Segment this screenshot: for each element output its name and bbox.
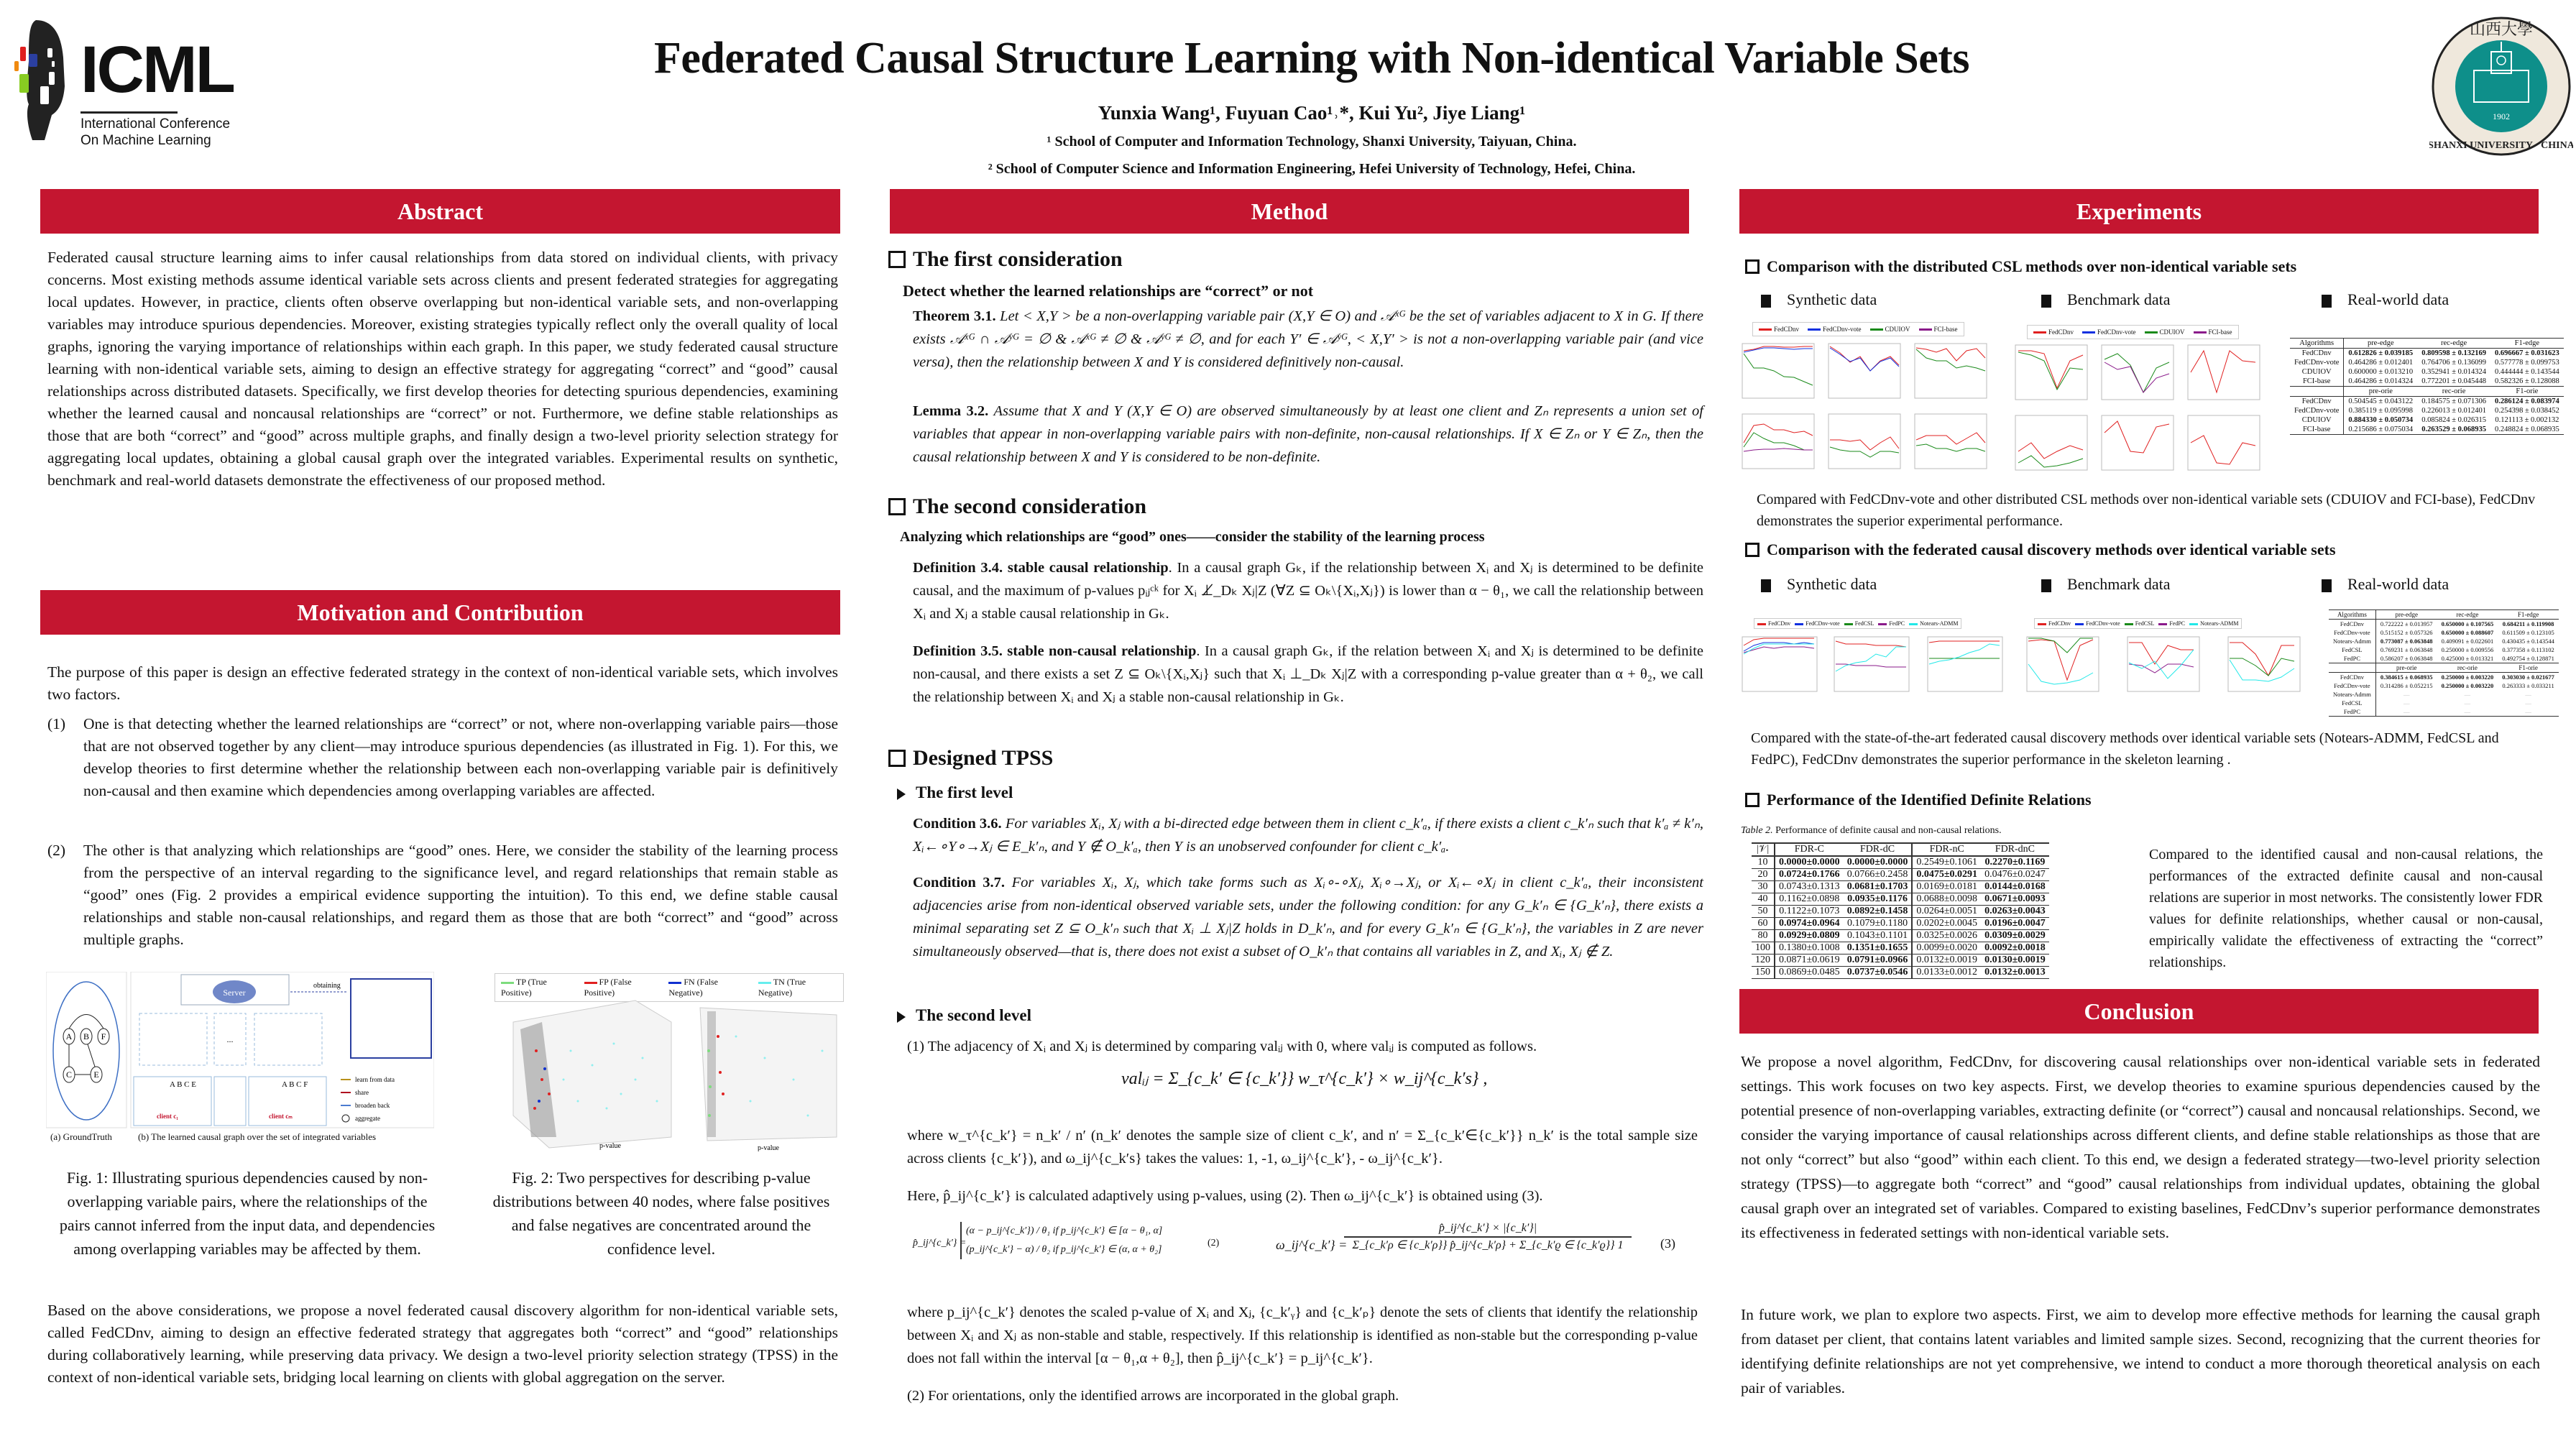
section-3-text: Compared to the identified causal and non-causal relations, the performances of the extracted definite causal and non-causal relations are superior in most networks. The consistently lower FDR values for definite relationships, whether causal or non-causal, empirically validate the effectiveness of extracting the “correct” relationships. (2149, 847, 2543, 970)
shanxi-university-logo (2429, 14, 2573, 158)
table-row: 30 0.0743±0.1313 0.0681±0.1703 0.0169±0.0181 0.0144±0.0168 (1752, 881, 2049, 893)
chart-legend: FedCDnv FedCDnv-vote FedCSL FedPC Notears-ADMM (2034, 618, 2242, 629)
svg-text:山西大學: 山西大學 (2469, 21, 2534, 39)
data-type-benchmark-2: Benchmark data (2041, 575, 2171, 594)
equation-3-number: (3) (1660, 1236, 1675, 1251)
affiliation-2: ² School of Computer Science and Information Engineering, Hefei University of Technology, Hefei, China. (988, 161, 1636, 177)
designed-tpss-title: Designed TPSS (888, 746, 1053, 770)
section-2-title: Comparison with the federated causal discovery methods over identical variable sets (1745, 540, 2336, 559)
adaptive-p-value-note: Here, p̂_ij^{c_k′} is calculated adaptively using p-values, using (2). Then ω_ij^{c_k′} is obtained using (3). (907, 1188, 1543, 1204)
svg-text:learn from data: learn from data (355, 1076, 395, 1083)
section-1-title: Comparison with the distributed CSL methods over non-identical variable sets (1745, 257, 2296, 276)
line-chart-grid (2012, 344, 2271, 480)
weight-definition: where w_τ^{c_k′} = n_k′ / n′ (n_k′ denotes the sample size of client c_k′, and n′ = Σ_{c_k′∈{c_k′}} n_k′ is the total sample size across clients {c_k′}), and ω_ij^{c_k′s} takes the values: 1, -1, ω_ij^{c_k′}, - ω_ij^{c_k′}. (907, 1128, 1698, 1167)
table-row: 10 0.0000±0.0000 0.0000±0.0000 0.2549±0.1061 0.2270±0.1169 (1752, 856, 2049, 869)
icml-acronym: ICML (80, 33, 234, 106)
fig1-caption: Fig. 1: Illustrating spurious dependencies caused by non-overlapping variable pairs, where the relationships of the pairs cannot inferred from the input data, and dependencies among overlapping variables may be affected by them. (59, 1169, 436, 1258)
legend-fn: FN (False Negative) (668, 977, 718, 998)
conclusion-heading: Conclusion (1739, 989, 2539, 1034)
logo-rule (80, 111, 178, 114)
checkbox-square-icon (888, 251, 906, 268)
icml-logo (7, 18, 234, 148)
abstract-text: Federated causal structure learning aims to infer causal relationships from data stored on individual clients, with privacy concerns. Most existing methods assume identical variable sets across clients and present federated strategies for aggregating local updates. However, in practice, clients often observe overlapping but non-identical variable sets, and non-overlapping variables may introduce spurious dependencies. Moreover, existing strategies typically reflect only the overall quality of local graphs, ignoring the varying importance of relationships within each graph. In this paper, we study federated causal structure learning with non-identical variable sets, aiming to design an effective strategy for aggregating “correct” and “good” causal relationships across distributed datasets. Specifically, we first develop theories for detecting spurious dependencies, examining whether the learned causal and noncausal relationships are “correct” or not. Furthermore, we define stable relationships as those that are both “correct” and “good” across multiple graphs, and finally design a two-level priority selection strategy for aggregating local updates, obtaining a global causal graph over the integrated variables. Experimental results on synthetic, benchmark and real-world datasets demonstrate the effectiveness of our proposed method. (47, 249, 838, 489)
svg-text:share: share (355, 1089, 369, 1096)
second-consideration-title: The second consideration (888, 494, 1146, 519)
definition-3-4: Definition 3.4. stable causal relationship. In a causal graph Gₖ, if the relationship between Xᵢ and Xⱼ is determined to be definite causal, and the maximum of p-values pᵢⱼᶜᵏ for Xᵢ ⊥̸_Dₖ Xⱼ|Z (∀Z ⊆ Oₖ\{Xᵢ,Xⱼ}) is lower than α − θ₁, we call the relationship between Xᵢ and Xⱼ a stable causal relationship in Gₖ. (913, 560, 1703, 622)
arrow-bullet-icon (897, 788, 906, 800)
data-type-synthetic-2: Synthetic data (1761, 575, 1877, 594)
conclusion-paragraph-2: In future work, we plan to explore two aspects. First, we aim to develop more effective methods for learning the causal graph from dataset per client, that contains latent variables and limited sample sizes. Second, recognizing that the current theories for identifying definite relationships are not yet comprehensive, we intend to conduct a more thorough theoretical analysis on each pair of variables. (1741, 1306, 2540, 1397)
data-type-synthetic: Synthetic data (1761, 290, 1877, 309)
icml-line1: International Conference (80, 116, 231, 132)
figure-1 (46, 972, 434, 1151)
section-2-caption: Compared with the state-of-the-art federated causal discovery methods over identical variable sets (Notears-ADMM, FedCSL and FedPC), FedCDnv demonstrates the superior performance in the skeleton learning . (1751, 730, 2499, 768)
lemma-3-2: Lemma 3.2. Assume that X and Y (X,Y ∈ O) are observed simultaneously by at least one client and Zₙ represents a union set of variables that appear in non-overlapping variable pairs with non-definite, non-causal relationships. If X ∈ Zₙ or Y ∈ Zₙ, then the causal relationship between X and Y is considered to be non-definite. (913, 403, 1703, 465)
condition-3-7: Condition 3.7. For variables Xᵢ, Xⱼ, which take forms such as Xᵢ∘-∘Xⱼ, Xᵢ∘→Xⱼ, or Xᵢ←∘Xⱼ in client c_k′ₐ, their inconsistent adjacencies arise from non-identical observed variable sets, under the following condition: for any G_k′ₙ ∈ {G_k′ₙ}, there exists a minimal separating set Z ⊆ O_k′ₙ such that Xᵢ ⊥ Xⱼ|Z holds in D_k′ₙ, and for every G_k′ₙ ∈ {G_k′ₙ}, the variables in Z are never simultaneously observed—that is, there does not exist a subset of O_k′ₙ that contains all variables in Z, and Xᵢ, Xⱼ ∉ Z. (913, 875, 1703, 960)
poster-title: Federated Causal Structure Learning with Non-identical Variable Sets (654, 34, 1969, 83)
table-2-caption: Table 2. Performance of definite causal and non-causal relations. (1741, 825, 2002, 836)
equations-2-3 (913, 1222, 1703, 1268)
figure-2 (492, 972, 844, 1151)
line-chart-row (2012, 635, 2314, 707)
chart-legend: FedCDnv FedCDnv-vote CDUIOV FCI-base (1752, 322, 1964, 336)
legend-fp: FP (False Positive) (584, 977, 632, 998)
motivation-heading: Motivation and Contribution (40, 590, 840, 635)
checkbox-square-icon (1745, 543, 1760, 557)
motivation-item-2 (47, 840, 838, 951)
item-text: The other is that analyzing which relationships are “good” ones. Here, we consider the stability of the learning process from the perspective of an interval regarding to the significance level, and regard relationships that remain stable as “good” ones (Fig. 2 provides a empirical evidence supporting the intuition). To this end, we define stable causal relationships and stable non-causal relationships, and regard them as those that are both “correct” and “good” across multiple graphs. (83, 842, 838, 948)
benchmark-charts-2 (2012, 618, 2314, 712)
second-consideration-subtitle: Analyzing which relationships are “good” ones——consider the stability of the learning process (900, 529, 1485, 545)
fig1-subcaption-b: (b) The learned causal graph over the set of integrated variables (138, 1131, 377, 1142)
results-table-2: Algorithms pre-edge rec-edge F1-edge FedCDnv 0.722222 ± 0.013957 0.650000 ± 0.107565 0.684211 ± 0.119908 FedCDnv-vote 0.515152 ± 0.057326 0.650000 ± 0.088607 0.611509 ± 0.123105 Notears-Admm 0.773087 ± 0.063848 0.409091 ± 0.022601 0.430435 ± 0.143544 FedCSL 0.769231 ± 0.063848 0.250000 ± 0.009556 0.377358 ± 0.113102 FedPC 0.586207 ± 0.063848 0.425000 ± 0.013321 0.492754 ± 0.128871 pre-orie rec-orie F1-orie FedCDnv 0.384615 ± 0.068935 0.250000 ± 0.003220 0.303030 ± 0.021677 FedCDnv-vote 0.314286 ± 0.052215 0.250000 ± 0.003220 0.263333 ± 0.033211 Notears-Admm — — — FedCSL — — — FedPC — — — (2329, 610, 2559, 717)
motivation-intro: The purpose of this paper is design an effective federated strategy in the context of non-identical variable sets, which involves two factors. (47, 663, 838, 703)
icml-head-icon (7, 18, 72, 144)
legend-tp: TP (True Positive) (501, 977, 547, 998)
square-bullet-icon (1761, 295, 1771, 308)
equation-2-cases: (α − p_ij^{c_k′}) / θ₁ if p_ij^{c_k′} ∈ [α − θ₁, α] (p_ij^{c_k′} − α) / θ₂ if p_ij^{c_k′} ∈ (α, α + θ₂] (960, 1222, 1162, 1259)
synthetic-charts-1 (1739, 322, 1998, 480)
table-row: 60 0.0974±0.0964 0.1079±0.1180 0.0202±0.0045 0.0196±0.0047 (1752, 918, 2049, 930)
second-level-step-1: (1) The adjacency of Xᵢ and Xⱼ is determined by comparing valᵢⱼ with 0, where valᵢⱼ is computed as follows. (907, 1039, 1537, 1054)
first-level-title: The first level (897, 783, 1013, 802)
item-number: (2) (47, 842, 66, 859)
svg-text:B: B (83, 1031, 90, 1041)
fig1-causal-graph-diagram (46, 972, 434, 1130)
chart-legend: FedCDnv FedCDnv-vote CDUIOV FCI-base (2027, 325, 2239, 339)
svg-text:A B C F: A B C F (282, 1080, 308, 1089)
chart-legend: FedCDnv FedCDnv-vote FedCSL FedPC Notears-ADMM (1754, 618, 1961, 629)
line-chart-grid (1739, 342, 1998, 479)
authors: Yunxia Wang¹, Fuyuan Cao¹˒*, Kui Yu², Jiye Liang¹ (1098, 102, 1526, 124)
section-1-caption: Compared with FedCDnv-vote and other distributed CSL methods over non-identical variable sets (CDUIOV and FCI-base), FedCDnv demonstrates the superior experimental performance. (1757, 492, 2536, 529)
icml-line2: On Machine Learning (80, 133, 211, 148)
second-level-step-2: (2) For orientations, only the identified arrows are incorporated in the global graph. (907, 1388, 1399, 1404)
results-table-1: Algorithms pre-edge rec-edge F1-edge FedCDnv 0.612826 ± 0.039185 0.809598 ± 0.132169 0.696667 ± 0.031623 FedCDnv-vote 0.464286 ± 0.012401 0.764706 ± 0.136099 0.577778 ± 0.099753 CDUIOV 0.600000 ± 0.013210 0.352941 ± 0.014324 0.444444 ± 0.143544 FCI-base 0.464286 ± 0.014324 0.772201 ± 0.045448 0.582326 ± 0.128088 pre-orie rec-orie F1-orie FedCDnv 0.504545 ± 0.043122 0.184575 ± 0.071306 0.286124 ± 0.083974 FedCDnv-vote 0.385119 ± 0.095998 0.226013 ± 0.012401 0.254398 ± 0.038452 CDUIOV 0.884330 ± 0.050734 0.085824 ± 0.026315 0.121113 ± 0.002132 FCI-base 0.215686 ± 0.075034 0.263529 ± 0.068935 0.248824 ± 0.068935 (2290, 338, 2564, 435)
square-bullet-icon (2041, 579, 2051, 592)
svg-text:F: F (101, 1031, 106, 1041)
square-bullet-icon (2041, 295, 2051, 308)
svg-text:p-value: p-value (758, 1144, 779, 1151)
proposal-paragraph: Based on the above considerations, we propose a novel federated causal discovery algorithm for non-identical variable sets, called FedCDnv, aiming to design an effective federated strategy that aggregates both “correct” and “good” relationships during collaboratively learning, while preserving data privacy. We design a two-level priority selection strategy (TPSS) in the context of non-identical variable sets, bridging local learning on clients with global aggregation on the server. (47, 1302, 838, 1386)
experiments-heading: Experiments (1739, 189, 2539, 234)
checkbox-square-icon (888, 498, 906, 515)
checkbox-square-icon (1745, 793, 1760, 807)
svg-text:Server: Server (223, 988, 246, 998)
arrow-bullet-icon (897, 1011, 906, 1023)
data-type-benchmark-label: Benchmark data (2041, 290, 2171, 309)
svg-text:p-value: p-value (599, 1142, 621, 1150)
legend-tn: TN (True Negative) (758, 977, 806, 998)
equation-2-number: (2) (1208, 1238, 1220, 1248)
data-type-realworld-2: Real-world data (2322, 575, 2449, 594)
checkbox-square-icon (888, 750, 906, 767)
square-bullet-icon (1761, 579, 1771, 592)
section-3-title: Performance of the Identified Definite Relations (1745, 791, 2092, 809)
table-row: 20 0.0724±0.1766 0.0766±0.2458 0.0475±0.0291 0.0476±0.0247 (1752, 869, 2049, 881)
svg-text:...: ... (226, 1034, 234, 1044)
first-consideration-subtitle: Detect whether the learned relationships are “correct” or not (903, 282, 1314, 300)
synthetic-charts-2 (1739, 618, 2012, 712)
svg-text:C: C (65, 1070, 73, 1080)
svg-text:1902: 1902 (2493, 111, 2510, 121)
table-row: 120 0.0871±0.0619 0.0791±0.0966 0.0132±0.0019 0.0130±0.0019 (1752, 954, 2049, 967)
svg-text:obtaining: obtaining (313, 982, 341, 990)
table-row: 100 0.1380±0.1008 0.1351±0.1655 0.0099±0.0020 0.0092±0.0018 (1752, 942, 2049, 954)
university-seal-icon (2429, 14, 2573, 158)
fig2-3d-scatter-plots (492, 993, 844, 1151)
svg-text:broaden back: broaden back (355, 1102, 390, 1109)
second-level-title: The second level (897, 1006, 1031, 1025)
theorem-3-1: Theorem 3.1. Let < X,Y > be a non-overlapping variable pair (X,Y ∈ O) and 𝒜ˣᴳ be the set of variables adjacent to X in G. If there exists 𝒜ˣᴳ ∩ 𝒜ʸᴳ = ∅ & 𝒜ˣᴳ ≠ ∅ & 𝒜ʸᴳ ≠ ∅, and for each Y′ ∈ 𝒜ʸᴳ, < X,Y′ > is not a non-overlapping variable pair (and vice versa), then the relationship between X and Y is considered definitively non-causal. (913, 308, 1704, 370)
svg-text:SHANXI UNIVERSITY · CHINA: SHANXI UNIVERSITY · CHINA (2429, 140, 2573, 151)
line-chart-row (1739, 635, 2012, 707)
condition-3-6: Condition 3.6. For variables Xᵢ, Xⱼ with a bi-directed edge between them in client c_k′ₐ, if there exists a client c_k′ₙ such that k′ₐ ≠ k′ₙ, Xᵢ←∘Y∘→Xⱼ ∈ E_k′ₙ, and Y ∉ O_k′ₐ, then Y is an unobserved confounder for client c_k′ₐ. (913, 816, 1703, 855)
scaled-p-value-note: where p_ij^{c_k′} denotes the scaled p-value of Xᵢ and Xⱼ, {c_k′ᵧ} and {c_k′ₚ} denote the sets of clients that identify the relationship between Xᵢ and Xⱼ as non-stable and stable, respectively. If this relationship is identified as non-stable but the corresponding p-value does not fall within the interval [α − θ₁,α + θ₂], then p̂_ij^{c_k′} = p_ij^{c_k′}. (907, 1305, 1698, 1366)
abstract-heading: Abstract (40, 189, 840, 234)
method-heading: Method (890, 189, 1689, 234)
square-bullet-icon (2322, 579, 2332, 592)
svg-text:A: A (65, 1031, 73, 1041)
motivation-item-1 (47, 713, 838, 802)
table-row: 150 0.0869±0.0485 0.0737±0.0546 0.0133±0.0012 0.0132±0.0013 (1752, 967, 2049, 979)
svg-text:client c₁: client c₁ (157, 1113, 178, 1120)
table-row: 40 0.1162±0.0898 0.0935±0.1176 0.0688±0.0098 0.0671±0.0093 (1752, 893, 2049, 906)
square-bullet-icon (2322, 295, 2332, 308)
equation-1: valᵢⱼ = Σ_{c_k′ ∈ {c_k′}} w_τ^{c_k′} × w_ij^{c_k′s} , (1121, 1070, 1488, 1088)
benchmark-charts-1 (2012, 325, 2271, 483)
first-consideration-title: The first consideration (888, 247, 1123, 272)
conclusion-paragraph-1: We propose a novel algorithm, FedCDnv, for discovering causal relationships over non-identical variable sets in federated settings. This work focuses on two key aspects. First, we develop theories to examine spurious dependencies caused by the potential presence of non-overlapping variables, extracting definite (or “correct”) causal and noncausal relationships. Second, we consider the varying importance of causal relationships across different clients, and define stable relationships as those that are not only “correct” but also “good” within each client. To this end, we design a federated strategy—two-level priority selection strategy (TPSS)—to aggregate both “correct” and “good” causal relationships from individual updates, obtaining the global causal graph over an integrated set of variables. Compared to existing baselines, FedCDnv’s superior performance demonstrates its effectiveness in federated settings with non-identical variable sets. (1741, 1053, 2540, 1241)
checkbox-square-icon (1745, 259, 1760, 274)
equation-3-lhs: ω_ij^{c_k′} = (1276, 1238, 1348, 1252)
svg-text:A B C E: A B C E (170, 1080, 196, 1089)
equation-3-fraction: p̂_ij^{c_k′} × |{c_k′}| Σ_{c_k′ρ ∈ {c_k′ρ}} p̂_ij^{c_k′ρ} + Σ_{c_k′ϱ ∈ {c_k′ϱ}} 1 (1344, 1222, 1632, 1252)
svg-text:client cₘ: client cₘ (269, 1113, 293, 1120)
fig1-subcaption-a: (a) GroundTruth (50, 1131, 112, 1142)
table-2: |𝒱| FDR-C FDR-dC FDR-nC FDR-dnC 10 0.0000±0.0000 0.0000±0.0000 0.2549±0.1061 0.2270±0.1169 20 0.0724±0.1766 0.0766±0.2458 0.0475±0.0291 0.0476±0.0247 30 0.0743±0.1313 0.0681±0.1703 0.0169±0.0181 0.0144±0.0168 40 0.1162±0.0898 0.0935±0.1176 0.0688±0.0098 0.0671±0.0093 50 0.1122±0.1073 0.0892±0.1458 0.0264±0.0051 0.0263±0.0043 60 0.0974±0.0964 0.1079±0.1180 0.0202±0.0045 0.0196±0.0047 80 0.0929±0.0809 0.1043±0.1101 0.0325±0.0026 0.0309±0.0029 100 0.1380±0.1008 0.1351±0.1655 0.0099±0.0020 0.0092±0.0018 120 0.0871±0.0619 0.0791±0.0966 0.0132±0.0019 0.0130±0.0019 150 0.0869±0.0485 0.0737±0.0546 0.0133±0.0012 0.0132±0.0013 (1752, 842, 2049, 979)
svg-text:E: E (93, 1070, 99, 1080)
item-number: (1) (47, 715, 66, 732)
equation-2-lhs: p̂_ij^{c_k′} = (913, 1238, 967, 1248)
item-text: One is that detecting whether the learned relationships are “correct” or not, where non-overlapping variable pairs—those that are not observed together by any client—may introduce spurious dependencies (as illustrated in Fig. 1). For this, we develop theories to first determine whether the relationship between each non-overlapping variable pair is definitively non-causal and then examine which dependencies among overlapping variables are affected. (83, 715, 838, 799)
data-type-realworld: Real-world data (2322, 290, 2449, 309)
definition-3-5: Definition 3.5. stable non-causal relationship. In a causal graph Gₖ, if the relation between Xᵢ and Xⱼ is determined to be definite non-causal, and there exists a set Z ⊆ Oₖ\{Xᵢ,Xⱼ} such that Xᵢ ⊥_Dₖ Xⱼ|Z with a corresponding p-value greater than α + θ₂, we call the relationship between Xᵢ and Xⱼ a stable non-causal relationship in Gₖ. (913, 643, 1704, 705)
affiliation-1: ¹ School of Computer and Information Technology, Shanxi University, Taiyuan, China. (1046, 134, 1577, 150)
fig2-caption: Fig. 2: Two perspectives for describing p-value distributions between 40 nodes, where false positives and false negatives are concentrated around the confidence level. (492, 1169, 830, 1258)
table-row: 80 0.0929±0.0809 0.1043±0.1101 0.0325±0.0026 0.0309±0.0029 (1752, 930, 2049, 942)
svg-text:aggregate: aggregate (355, 1115, 380, 1122)
table-row: 50 0.1122±0.1073 0.0892±0.1458 0.0264±0.0051 0.0263±0.0043 (1752, 906, 2049, 918)
